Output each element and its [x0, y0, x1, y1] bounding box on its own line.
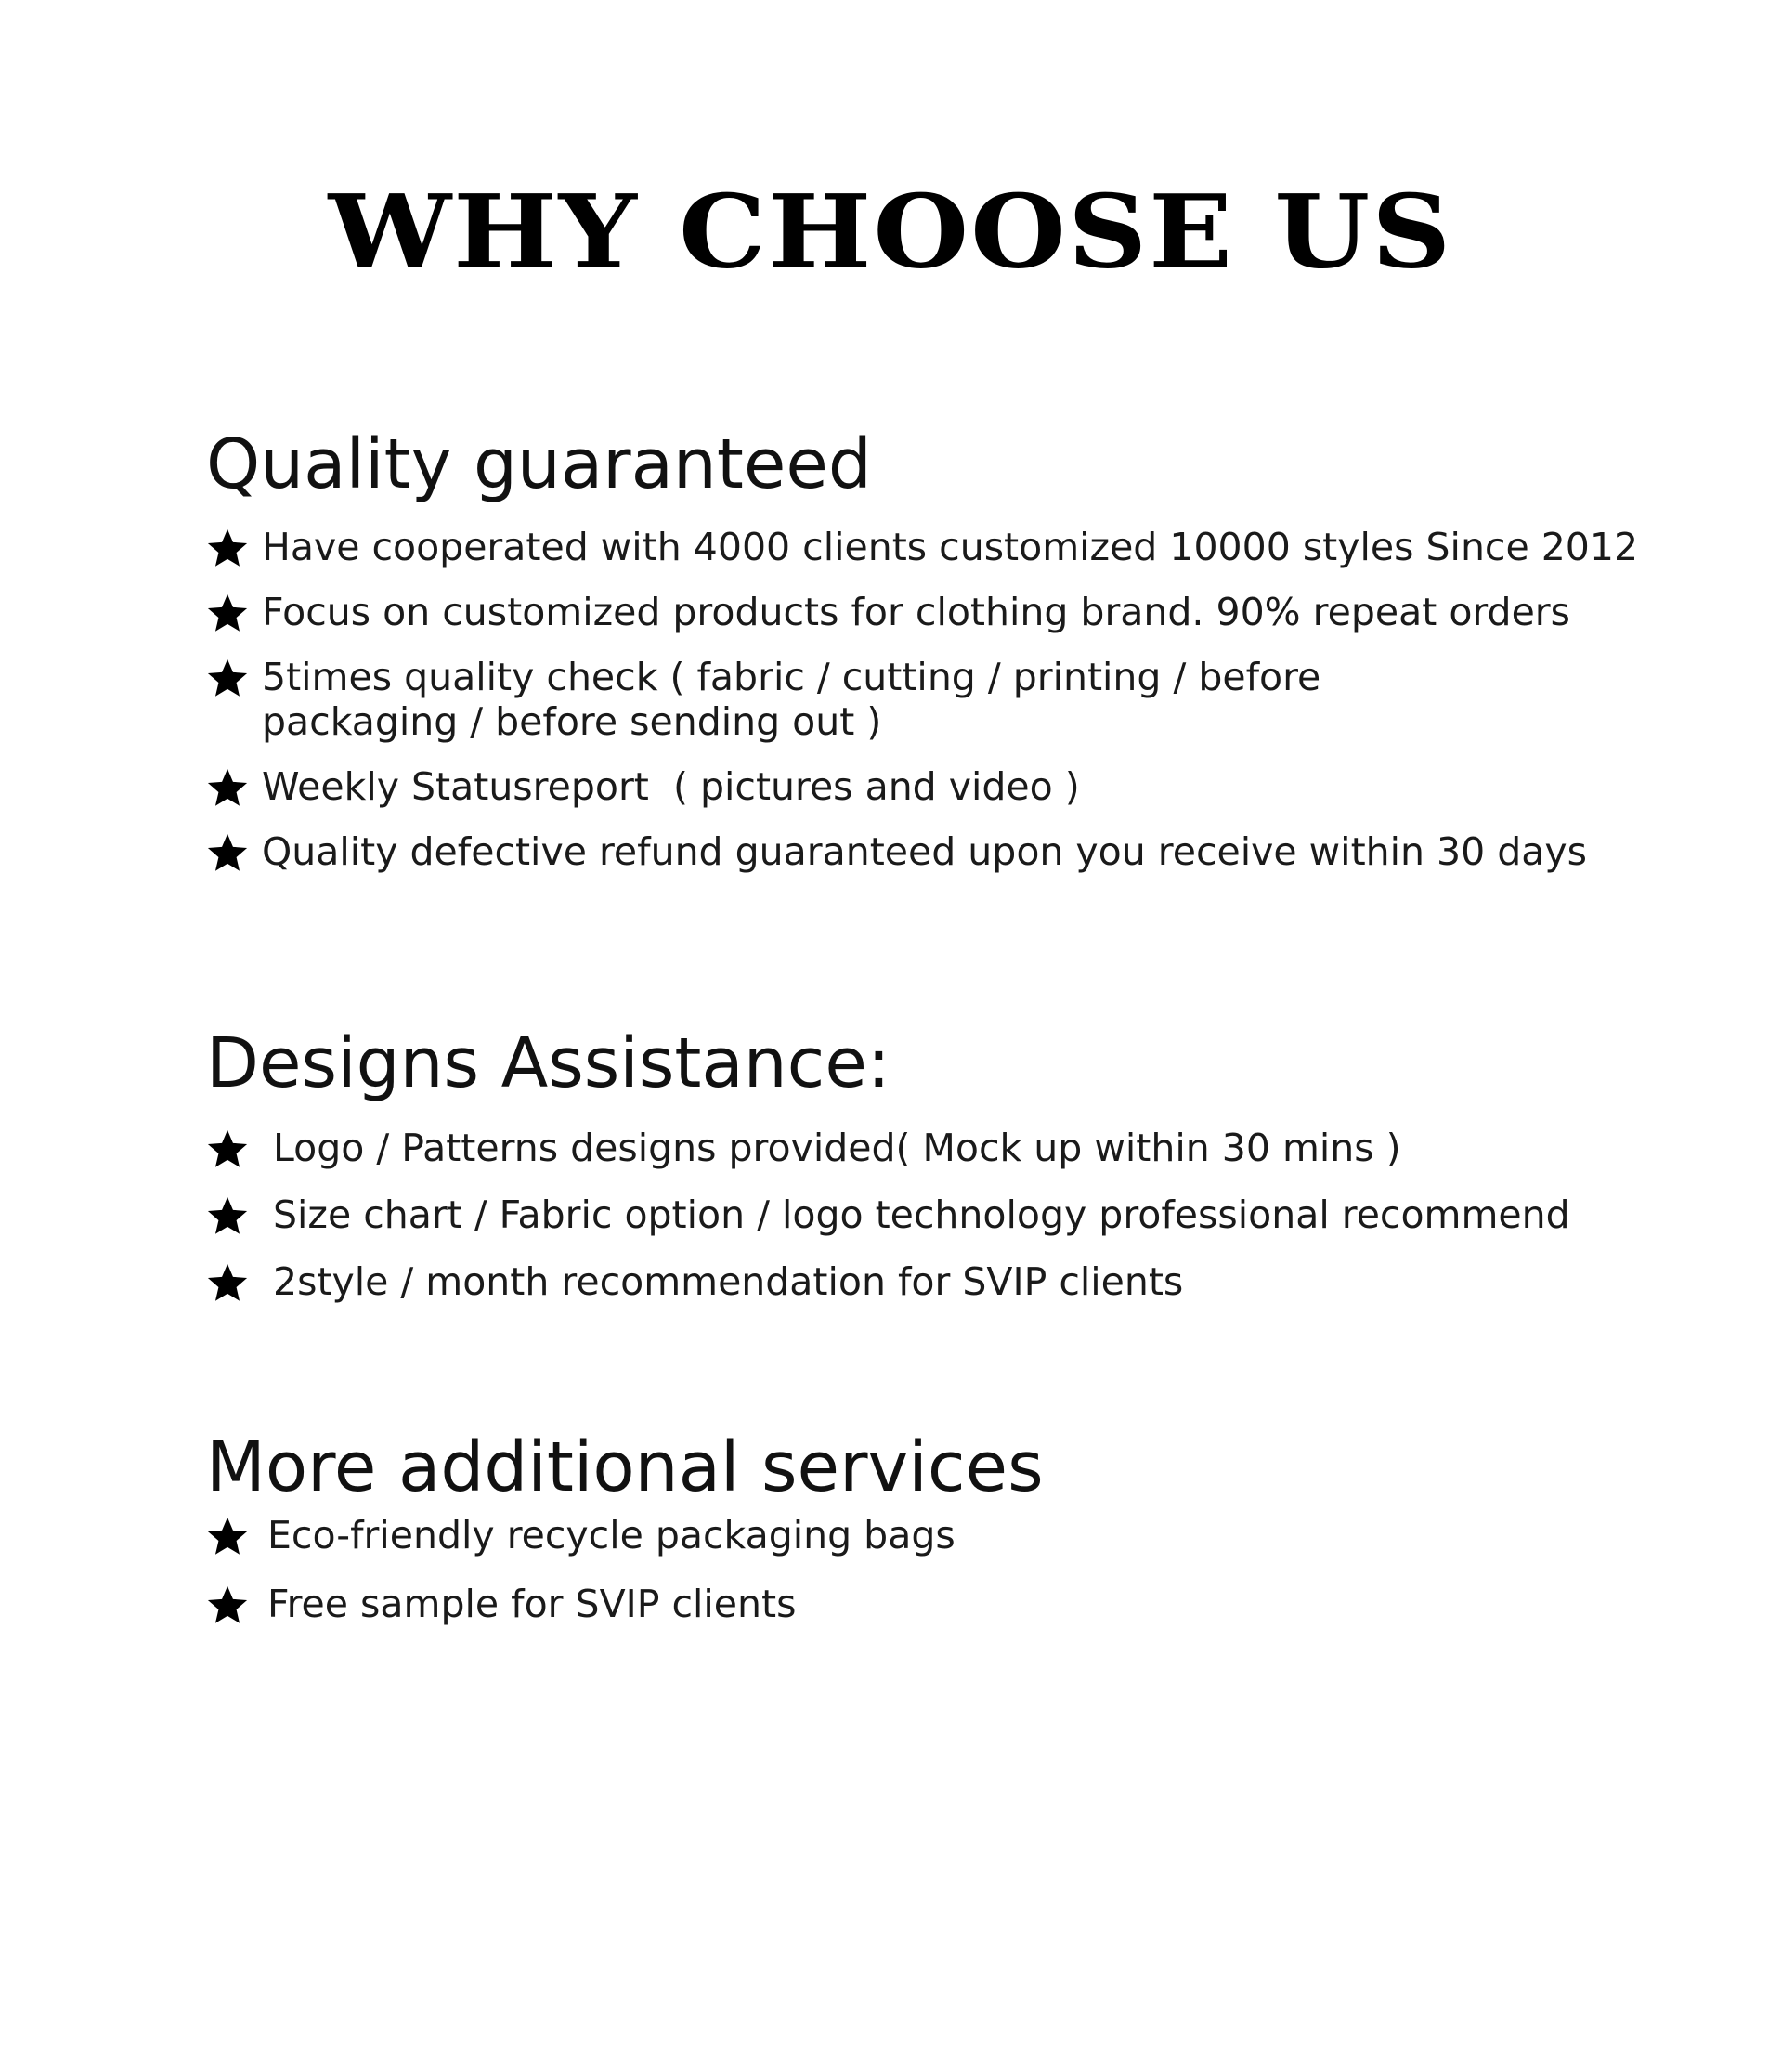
- list-item-text: Size chart / Fabric option / logo technology professional recommend: [273, 1192, 1570, 1237]
- bullet-list: [206, 525, 1710, 874]
- bullet-list: [206, 1126, 1710, 1304]
- list-item: [206, 525, 1710, 569]
- list-item-text: Logo / Patterns designs provided( Mock up within 30 mins ): [273, 1126, 1401, 1170]
- section-heading: Designs Assistance:: [206, 1023, 890, 1103]
- section-heading: Quality guaranteed: [206, 424, 872, 504]
- list-item-text: 2style / month recommendation for SVIP clients: [273, 1259, 1184, 1304]
- list-item-text: 5times quality check ( fabric / cutting / printing / before packaging / before sending out ): [262, 655, 1321, 744]
- list-item-text: Quality defective refund guaranteed upon you receive within 30 days: [262, 829, 1588, 874]
- list-item: [206, 1582, 1710, 1626]
- bullet-list: [206, 1513, 1710, 1626]
- list-item-text: Weekly Statusreport ( pictures and video ): [262, 764, 1080, 809]
- section-quality-guaranteed: [206, 423, 1710, 894]
- list-item-text: Have cooperated with 4000 clients customized 10000 styles Since 2012: [262, 525, 1639, 569]
- page-title: WHY CHOOSE US: [328, 172, 1453, 292]
- star-icon: [206, 831, 249, 874]
- star-icon: [206, 657, 249, 699]
- list-item: [206, 655, 1710, 744]
- list-item: [206, 590, 1710, 634]
- list-item: [206, 1192, 1710, 1237]
- list-item: [206, 1126, 1710, 1170]
- list-item: [206, 764, 1710, 809]
- list-item: [206, 1259, 1710, 1304]
- list-item: [206, 1513, 1710, 1557]
- list-item-text: Free sample for SVIP clients: [267, 1582, 797, 1626]
- star-icon: [206, 1127, 249, 1170]
- star-icon: [206, 1194, 249, 1237]
- star-icon: [206, 1583, 249, 1626]
- list-item: [206, 829, 1710, 874]
- list-item-text: Eco-friendly recycle packaging bags: [267, 1513, 956, 1557]
- section-designs-assistance: [206, 1022, 1710, 1326]
- star-icon: [206, 766, 249, 809]
- section-more-additional-services: [206, 1426, 1710, 1650]
- star-icon: [206, 1261, 249, 1304]
- star-icon: [206, 592, 249, 634]
- list-item-text: Focus on customized products for clothing brand. 90% repeat orders: [262, 590, 1571, 634]
- star-icon: [206, 1515, 249, 1557]
- star-icon: [206, 527, 249, 569]
- section-heading: More additional services: [206, 1427, 1044, 1507]
